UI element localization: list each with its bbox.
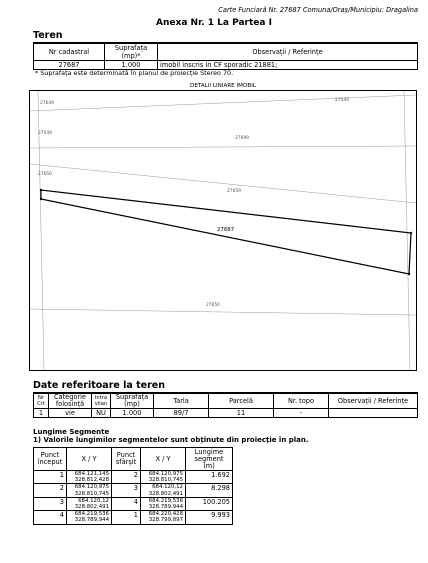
map-label: 27650 bbox=[206, 303, 220, 308]
table-row bbox=[34, 511, 233, 524]
map-title: DETALII LINIARE IMOBIL bbox=[190, 83, 256, 89]
xy-inceput-y: 328.810,745 bbox=[74, 490, 109, 497]
lungime-header-punct-inceput: Punct început bbox=[34, 448, 67, 471]
teren-header-observatii: Observații / Referințe bbox=[158, 44, 418, 61]
xy-sfarsit bbox=[141, 484, 186, 497]
xy-inceput-x: 684.120,975 bbox=[74, 484, 109, 491]
xy-inceput-y: 328.812,428 bbox=[74, 477, 109, 484]
xy-sfarsit-y: 328.799,897 bbox=[148, 517, 183, 524]
xy-inceput-x: 684.219,536 bbox=[74, 511, 109, 518]
date-ref-nr: 1 bbox=[34, 409, 49, 418]
xy-inceput bbox=[67, 497, 112, 510]
table-row bbox=[34, 484, 233, 497]
xy-sfarsit bbox=[141, 511, 186, 524]
lungime-header-row bbox=[34, 448, 233, 471]
date-ref-parcela: 11 bbox=[209, 409, 274, 418]
xy-inceput bbox=[67, 484, 112, 497]
parcel-map bbox=[30, 91, 416, 370]
xy-inceput-y: 328.789,944 bbox=[74, 517, 109, 524]
xy-sfarsit bbox=[141, 497, 186, 510]
punct-sfarsit: 3 bbox=[112, 484, 141, 497]
date-ref-header-nr: Nr Crt bbox=[34, 394, 49, 409]
lungime-segment: 8.298 bbox=[186, 484, 233, 497]
teren-suprafata: 1.000 bbox=[105, 61, 158, 70]
vertex-point bbox=[40, 198, 42, 200]
teren-header-suprafata: Suprafața (mp)* bbox=[105, 44, 158, 61]
lungime-header-xy-1: X / Y bbox=[67, 448, 112, 471]
teren-title: Teren bbox=[33, 30, 63, 41]
date-ref-header-nr-topo: Nr. topo bbox=[274, 394, 329, 409]
teren-header-nr-cadastral: Nr cadastral bbox=[34, 44, 105, 61]
teren-observatii: imobil inscris in CF sporadic 21881; bbox=[158, 61, 418, 70]
xy-sfarsit bbox=[141, 471, 186, 484]
punct-inceput: 3 bbox=[34, 497, 67, 510]
xy-inceput-x: 684.120,12 bbox=[78, 497, 109, 504]
date-ref-suprafata: 1.000 bbox=[111, 409, 154, 418]
punct-inceput: 2 bbox=[34, 484, 67, 497]
xy-inceput-y: 328.802,491 bbox=[74, 504, 109, 511]
teren-table bbox=[33, 43, 418, 70]
lungime-header-punct-sfarsit: Punct sfârșit bbox=[112, 448, 141, 471]
table-row bbox=[34, 497, 233, 510]
punct-sfarsit: 1 bbox=[112, 511, 141, 524]
date-ref-header-categorie: Categorie folosință bbox=[49, 394, 92, 409]
date-ref-header-tarla: Tarla bbox=[154, 394, 209, 409]
xy-inceput-x: 684.121,145 bbox=[74, 471, 109, 477]
date-ref-nr-topo: - bbox=[274, 409, 329, 418]
date-ref-observatii bbox=[329, 409, 418, 418]
carte-funciara-header: Carte Funciară Nr. 27687 Comuna/Oraș/Municipiu: Dragalina bbox=[218, 6, 418, 14]
teren-note: * Suprafața este determinată în planul de proiecție Stereo 70. bbox=[35, 69, 234, 77]
xy-sfarsit-y: 328.789,944 bbox=[148, 504, 183, 511]
map-label: 27659 bbox=[227, 189, 241, 194]
date-ref-header-row bbox=[34, 394, 418, 409]
table-row bbox=[34, 471, 233, 484]
date-ref-header-suprafata: Suprafața (mp) bbox=[111, 394, 154, 409]
boundary-line bbox=[30, 95, 416, 111]
date-ref-tarla: 89/7 bbox=[154, 409, 209, 418]
xy-sfarsit-y: 328.810,745 bbox=[148, 477, 183, 484]
date-ref-table bbox=[33, 393, 418, 418]
lungime-segment: 1.692 bbox=[186, 471, 233, 484]
xy-sfarsit-x: 684.120,975 bbox=[148, 471, 183, 477]
date-ref-intravilan: NU bbox=[92, 409, 111, 418]
parcel-label: 27687 bbox=[217, 227, 235, 233]
xy-sfarsit-x: 684.219,536 bbox=[148, 497, 183, 504]
boundary-line bbox=[30, 146, 416, 148]
anexa-title: Anexa Nr. 1 La Partea I bbox=[156, 18, 272, 28]
map-label: 27649 bbox=[40, 101, 54, 106]
date-ref-header-parcela: Parcelă bbox=[209, 394, 274, 409]
vertex-point bbox=[410, 232, 412, 234]
lungime-header-segment: Lungime segment (m) bbox=[186, 448, 233, 471]
map-label: 27650 bbox=[38, 172, 52, 177]
xy-inceput bbox=[67, 511, 112, 524]
boundary-line bbox=[30, 309, 416, 315]
map-label: 27699 bbox=[235, 136, 249, 141]
date-ref-header-observatii: Observații / Referințe bbox=[329, 394, 418, 409]
boundary-line bbox=[30, 164, 416, 203]
lungime-segment: 100.205 bbox=[186, 497, 233, 510]
punct-sfarsit: 2 bbox=[112, 471, 141, 484]
xy-inceput bbox=[67, 471, 112, 484]
lungime-subtitle: 1) Valorile lungimilor segmentelor sunt obținute din proiecție în plan. bbox=[33, 436, 309, 444]
date-ref-header-intravilan: Intra vilan bbox=[92, 394, 111, 409]
xy-sfarsit-x: 684.120,12 bbox=[152, 484, 183, 491]
lungime-segment: 9.993 bbox=[186, 511, 233, 524]
date-ref-categorie: vie bbox=[49, 409, 92, 418]
vertex-point bbox=[40, 189, 42, 191]
teren-header-row bbox=[34, 44, 418, 61]
xy-sfarsit-x: 684.220,428 bbox=[148, 511, 183, 518]
xy-sfarsit-y: 328.802,491 bbox=[148, 490, 183, 497]
lungime-header-xy-2: X / Y bbox=[141, 448, 186, 471]
punct-sfarsit: 4 bbox=[112, 497, 141, 510]
map-frame bbox=[29, 90, 417, 371]
map-label: 27549 bbox=[335, 98, 349, 103]
teren-nr-cadastral: 27687 bbox=[34, 61, 105, 70]
lungime-table bbox=[33, 447, 233, 525]
punct-inceput: 1 bbox=[34, 471, 67, 484]
map-label: 27549 bbox=[38, 131, 52, 136]
vertex-point bbox=[408, 273, 410, 275]
punct-inceput: 4 bbox=[34, 511, 67, 524]
boundary-line bbox=[404, 91, 410, 370]
date-ref-row bbox=[34, 409, 418, 418]
date-ref-title: Date referitoare la teren bbox=[33, 380, 165, 391]
lungime-title: Lungime Segmente bbox=[33, 428, 110, 436]
